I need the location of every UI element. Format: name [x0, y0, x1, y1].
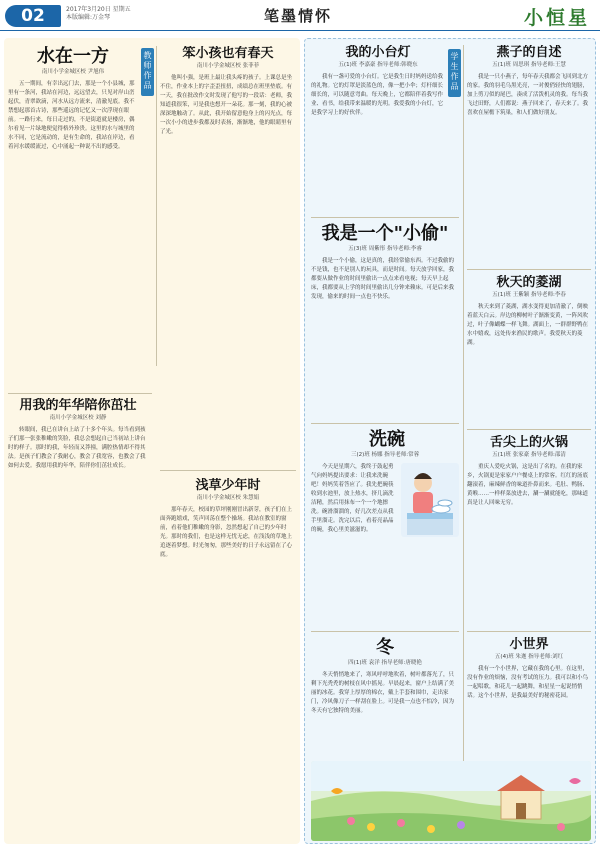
article-body: 他叫小强，是班上最让我头疼的孩子。上课总是坐不住，作业本上的字歪歪扭扭，成绩总在班里垫底。有一天，我在批改作文时发现了他写的一段话：老师，我知道我很笨，可是我也想开一朵花。那一刻，我的心被深深地触动了。从此，我开始留意他身上的闪光点，每一次小小的进步我都及时表扬，渐渐地，他的眼睛里有了光。 — [160, 75, 293, 135]
student-works-column — [304, 38, 596, 844]
section-divider — [160, 470, 296, 471]
article-byline: 五(1)班 张家豪 指导老师:邵清 — [492, 452, 566, 458]
garden-illustration — [311, 761, 591, 841]
article-body: 那年春天，校园的草坪刚刚冒出新芽，孩子们在上面奔跑嬉戏，笑声回荡在整个操场。我站在教室的窗前，看着他们稚嫩的身影，忽然想起了自己的少年时光。那时的我们，也是这样无忧无虑，在浅浅的草地上追逐着梦想。时光匆匆，那些美好的日子永远留在了心底。 — [160, 507, 293, 558]
article-title: 秋天的菱湖 — [496, 275, 562, 290]
section-divider — [311, 631, 459, 632]
article-title: 水在一方 — [37, 46, 109, 67]
article-byline: 五(4)班 朱迦 指导老师:刘红 — [494, 654, 564, 660]
article-body: 我有一盏可爱的小台灯。它是我生日时妈妈送给我的礼物。它的灯罩是淡蓝色的，像一把小伞；灯杆细长细长的，可以随意弯曲。每天晚上，它都陪伴着我写作业、看书，给我带来温暖的光明。我爱我的小台灯，它是我学习上的好伙伴。 — [311, 74, 444, 116]
teacher-works-tab: 教师作品 — [141, 48, 154, 96]
article-byline: 三(2)班 杨娜 指导老师:常蓉 — [351, 452, 420, 458]
article-lingyu — [467, 275, 591, 425]
article-byline: 五(1)班 王紫颖 指导老师:李春 — [492, 292, 566, 298]
article-title: 燕子的自述 — [496, 45, 562, 60]
article-xiwan — [311, 429, 459, 629]
article-title: 用我的年华陪你茁壮 — [19, 398, 137, 413]
article-byline: 五(1)班 李嘉豪 指导老师:韩晓东 — [338, 62, 418, 68]
section-divider — [467, 429, 591, 430]
article-xiaotou — [311, 223, 459, 419]
article-byline: 五(3)班 周紫彤 指导老师:李睿 — [348, 246, 422, 252]
section-divider — [8, 393, 152, 394]
article-byline: 南川小学金城区校 刘静 — [49, 415, 107, 421]
article-xiaoshijie — [467, 637, 591, 747]
article-qiancao — [160, 478, 296, 838]
article-xiaotaideng — [311, 45, 445, 215]
article-benxiaohai — [160, 46, 296, 466]
article-body: 今天是星期六，我终于鼓起勇气向妈妈提出要求：让我来洗碗吧！妈妈笑着答应了。我先把碗筷收到水池里，放上热水，挤几滴洗洁精，然后用抹布一个一个地擦洗。碗滑溜溜的，好几次差点从我手里溜走。洗完以后，看着亮晶晶的碗，我心里美滋滋的。 — [311, 464, 394, 533]
page-number: 02 — [5, 5, 61, 27]
header-rule — [0, 30, 600, 31]
article-shuizaiyifang — [8, 46, 138, 391]
article-body: 我是一只小燕子，每年春天我都会飞回到北方的家。我的羽毛乌黑光亮，一对俊俏轻快的翅膀，加上剪刀似的尾巴，凑成了活泼机灵的我。每当我飞过田野，人们都说：燕子回来了，春天来了。我喜欢在屋檐下筑巢，和人们做好朋友。 — [467, 74, 589, 116]
page-header — [0, 0, 600, 36]
article-huoguo — [467, 435, 591, 625]
article-byline: 南川小学金城区校 尹旭伟 — [41, 69, 105, 75]
article-body: 我是一个小偷，这是真的，我经常偷东西。不过我偷的不是钱，也不是别人的玩具，而是时间。每天放学回家，我都要从做作业的时间里偷出一点点来看电视；每天早上起床，我都要从上学的时间里偷出几分钟来赖床。可是后来我发现，偷来的时间一点也不快乐。 — [311, 258, 455, 300]
column-divider — [463, 45, 464, 835]
article-niannian — [8, 398, 148, 838]
article-title: 笨小孩也有春天 — [182, 46, 274, 61]
section-divider — [467, 631, 591, 632]
teacher-works-column — [4, 38, 300, 844]
article-title: 舌尖上的火锅 — [489, 435, 568, 450]
section-divider — [467, 269, 591, 270]
article-body: 五一期间，有幸出远门去，那是一个小县城，那里有一条河，我站在河边，远远望去，只见对岸山峦起伏，青翠欲滴，河水从远方流来，清澈见底。我不禁想起那首古诗，那些遥远的记忆又一次浮现在眼前。一路行来，每日走过的，不是街道就是楼房，偶尔看见一片绿地便觉得格外珍贵。这里的水与城里的水不同，它是流动的，是有生命的，我站在岸边，看着河水缓缓流过，心中涌起一种说不出的感受。 — [8, 81, 135, 150]
article-title: 我的小台灯 — [345, 45, 411, 60]
article-body: 重庆人爱吃火锅，这是出了名的。在我的家乡，火锅更是家家户户餐桌上的常客。红红的汤底翻滚着，麻辣鲜香的味道扑鼻而来。毛肚、鸭肠、黄喉……一样样菜放进去，涮一涮就能吃，那味道真是让人回味无穷。 — [467, 464, 589, 506]
article-title: 冬 — [376, 637, 394, 658]
article-byline: 南川小学金城区校 朱慧娟 — [196, 495, 260, 501]
article-body: 转眼间，我已在讲台上站了十多个年头。每当看到孩子们那一张张稚嫩的笑脸，我总会想起自己当初站上讲台时的样子。那时的我，年轻而又莽撞，满腔热情却不得其法。是孩子们教会了我耐心，教会了我宽容，也教会了我如何去爱。我愿用我的年华，陪伴你们茁壮成长。 — [8, 427, 146, 469]
article-yanzi — [467, 45, 591, 265]
article-title: 小世界 — [509, 637, 549, 652]
article-title: 洗碗 — [369, 429, 405, 450]
article-title: 我是一个"小偷" — [321, 223, 449, 244]
article-title: 浅草少年时 — [195, 478, 261, 493]
dishwashing-illustration — [401, 463, 459, 537]
issue-meta — [66, 6, 131, 22]
section-divider — [311, 423, 459, 424]
article-body: 秋天来到了菱湖，湖水变得更加清澈了，倒映着蓝天白云。岸边的柳树叶子渐渐变黄，一阵风吹过，叶子像蝴蝶一样飞舞。湖面上，一群群野鸭在水中嬉戏，远处传来渔民的歌声。我爱秋天的菱湖。 — [467, 304, 589, 346]
date-line: 2017年3月20日 星期五 — [66, 6, 131, 13]
article-byline: 南川小学金城区校 张菲菲 — [196, 63, 260, 69]
column-divider — [156, 46, 157, 366]
masthead-logo: 小恒星 — [523, 7, 590, 29]
section-title: 笔墨情怀 — [264, 7, 333, 25]
article-byline: 五(1)班 周思琪 指导老师:王慧 — [492, 62, 566, 68]
article-byline: 四(1)班 袁洋 指导老师:唐晓艳 — [348, 660, 422, 666]
section-divider — [311, 217, 459, 218]
article-body: 冬天悄悄地来了，寒风呼呼地吹着，树叶都落光了，只剩下光秃秃的树枝在风中摇晃。早晨起来，窗户上结满了美丽的冰花。我穿上厚厚的棉衣，戴上手套和围巾，走出家门，冷风像刀子一样刮在脸上。可是我一点也不怕冷，因为冬天有它独特的美丽。 — [311, 672, 455, 714]
article-dong — [311, 637, 459, 757]
article-body: 我有一个小世界，它藏在我的心里。在这里，没有作业的烦恼，没有考试的压力。我可以和小鸟一起唱歌，和花儿一起跳舞，和星星一起说悄悄话。这个小世界，是我最美好的秘密花园。 — [467, 666, 589, 699]
student-works-tab: 学生作品 — [448, 49, 461, 97]
editor-line: 本版编辑:万金琴 — [66, 14, 111, 21]
